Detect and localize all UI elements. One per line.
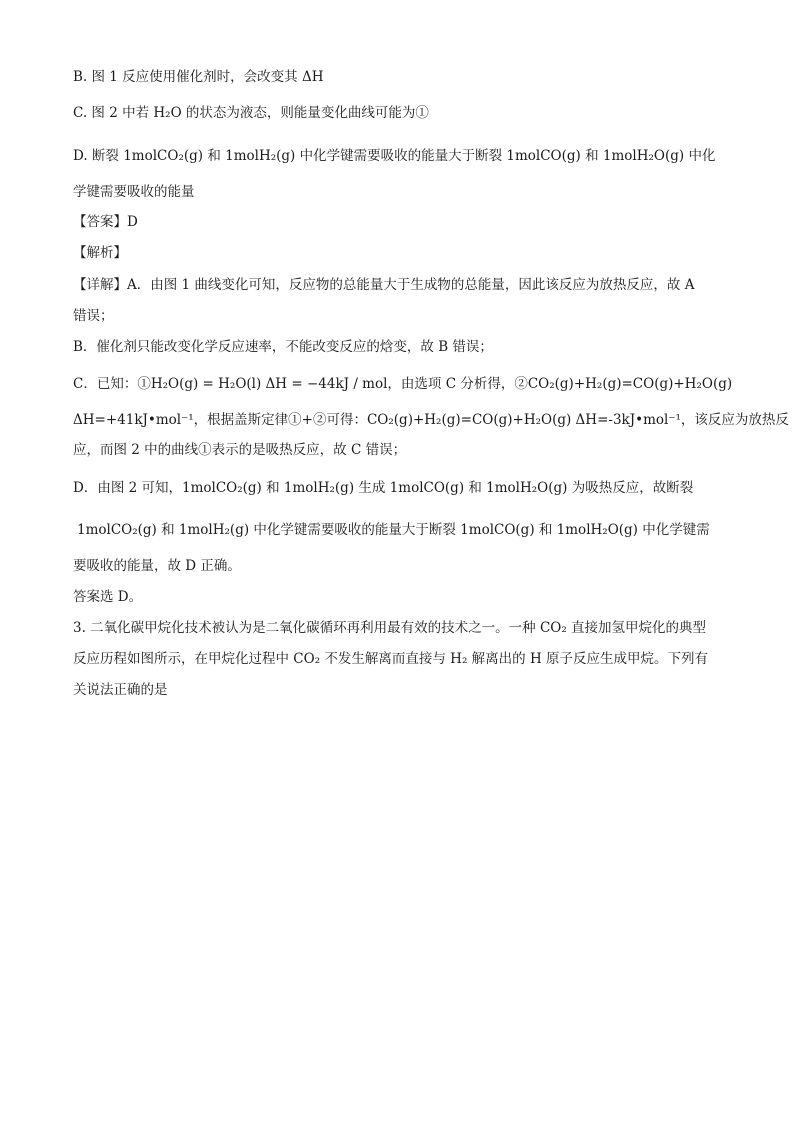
detail-a-line1: 【详解】A．由图 1 曲线变化可知，反应物的总能量大于生成物的总能量，因此该反应为放热反应，故 A bbox=[73, 277, 695, 293]
detail-d-line3: 要吸收的能量，故 D 正确。 bbox=[73, 558, 241, 574]
detail-c-line3: 应，而图 2 中的曲线①表示的是吸热反应，故 C 错误； bbox=[73, 442, 407, 458]
analysis-label: 【解析】 bbox=[73, 245, 127, 261]
option-b: B. 图 1 反应使用催化剂时，会改变其 ΔH bbox=[73, 69, 324, 85]
detail-d-line2: 1molCO₂(g) 和 1molH₂(g) 中化学键需要吸收的能量大于断裂 1molCO(g) 和 1molH₂O(g) 中化学键需 bbox=[77, 522, 710, 538]
option-d-line2: 学键需要吸收的能量 bbox=[73, 184, 195, 200]
detail-a-line2: 错误； bbox=[73, 308, 114, 324]
question-3-line2: 反应历程如图所示，在甲烷化过程中 CO₂ 不发生解离而直接与 H₂ 解离出的 H 原子反应生成甲烷。下列有 bbox=[73, 651, 709, 667]
detail-b: B．催化剂只能改变化学反应速率，不能改变反应的焓变，故 B 错误； bbox=[73, 339, 493, 355]
question-3-line3: 关说法正确的是 bbox=[73, 682, 168, 698]
conclusion: 答案选 D。 bbox=[73, 589, 143, 605]
answer: 【答案】D bbox=[73, 214, 138, 230]
detail-c-line1: C．已知：①H₂O(g) = H₂O(l) ΔH = −44kJ / mol，由选项 C 分析得，②CO₂(g)+H₂(g)=CO(g)+H₂O(g) bbox=[73, 376, 733, 392]
option-c: C. 图 2 中若 H₂O 的状态为液态，则能量变化曲线可能为① bbox=[73, 105, 429, 121]
question-3-line1: 3. 二氧化碳甲烷化技术被认为是二氧化碳循环再利用最有效的技术之一。一种 CO₂ 直接加氢甲烷化的典型 bbox=[73, 620, 707, 636]
detail-c-line2: ΔH=+41kJ•mol⁻¹，根据盖斯定律①+②可得：CO₂(g)+H₂(g)=CO(g)+H₂O(g) ΔH=-3kJ•mol⁻¹，该反应为放热反 bbox=[73, 412, 789, 428]
option-d-line1: D. 断裂 1molCO₂(g) 和 1molH₂(g) 中化学键需要吸收的能量大于断裂 1molCO(g) 和 1molH₂O(g) 中化 bbox=[73, 148, 716, 164]
detail-d-line1: D．由图 2 可知，1molCO₂(g) 和 1molH₂(g) 生成 1molCO(g) 和 1molH₂O(g) 为吸热反应，故断裂 bbox=[73, 480, 694, 496]
